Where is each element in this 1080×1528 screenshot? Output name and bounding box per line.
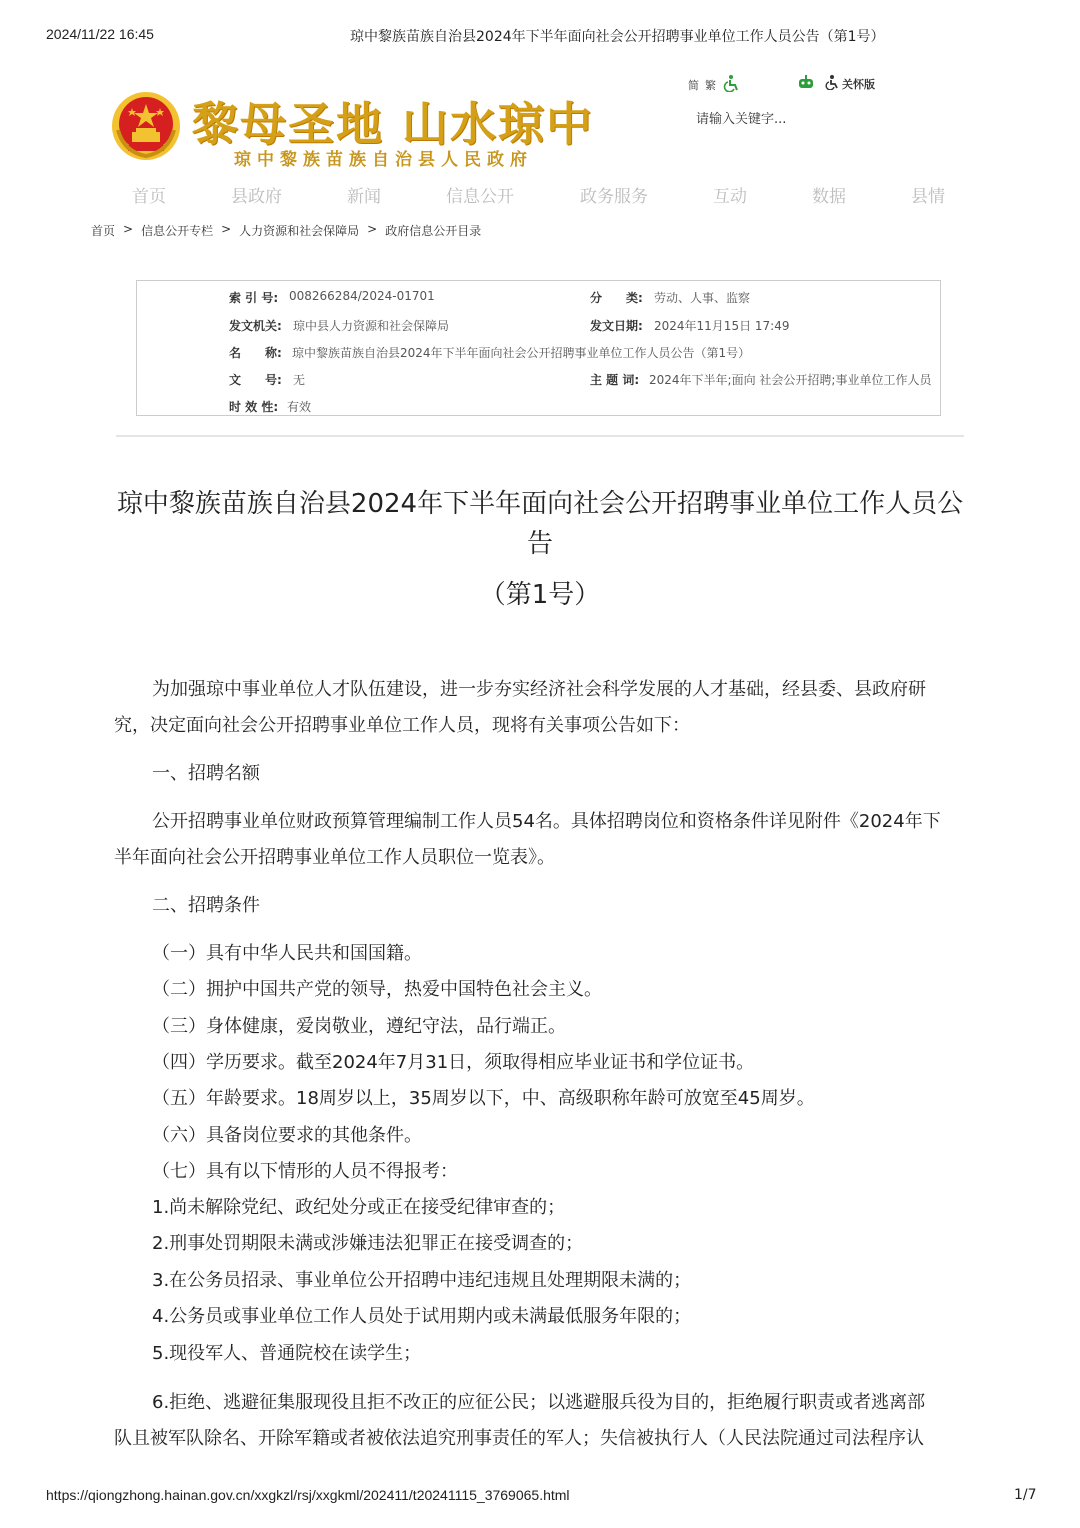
- search-input[interactable]: 请输入关键字...: [696, 112, 787, 127]
- keywords-value: 2024年下半年;面向 社会公开招聘;事业单位工作人员: [649, 373, 932, 387]
- validity-value: 有效: [287, 400, 312, 414]
- nav-item-news[interactable]: 新闻: [347, 187, 381, 207]
- index-label: 索 引 号:: [229, 291, 279, 305]
- breadcrumb-separator: >: [123, 222, 134, 236]
- article-subtitle: （第1号）: [479, 580, 601, 610]
- exclusion-item: 1.尚未解除党纪、政纪处分或正在接受纪律审查的；: [152, 1197, 566, 1218]
- nav-item-info-disclosure[interactable]: 信息公开: [446, 187, 514, 207]
- condition-item: （三）身体健康，爱岗敬业，遵纪守法，品行端正。: [152, 1016, 566, 1037]
- index-value: 008266284/2024-01701: [289, 289, 435, 303]
- exclusion-item: 2.刑事处罚期限未满或涉嫌违法犯罪正在接受调查的；: [152, 1233, 584, 1254]
- date-value: 2024年11月15日 17:49: [654, 319, 790, 333]
- section-heading: 一、招聘名额: [152, 763, 260, 784]
- article-title-line: 琼中黎族苗族自治县2024年下半年面向社会公开招聘事业单位工作人员公: [116, 489, 964, 519]
- intro-paragraph-line: 究，决定面向社会公开招聘事业单位工作人员，现将有关事项公告如下：: [114, 715, 690, 736]
- print-page-title: 琼中黎族苗族自治县2024年下半年面向社会公开招聘事业单位工作人员公告（第1号）: [350, 29, 885, 45]
- name-value: 琼中黎族苗族自治县2024年下半年面向社会公开招聘事业单位工作人员公告（第1号）: [292, 346, 751, 360]
- nav-item-data[interactable]: 数据: [812, 187, 846, 207]
- condition-item: （一）具有中华人民共和国国籍。: [152, 943, 422, 964]
- condition-item: （七）具有以下情形的人员不得报考：: [152, 1161, 458, 1182]
- section-paragraph-line: 公开招聘事业单位财政预算管理编制工作人员54名。具体招聘岗位和资格条件详见附件《2024年下: [152, 811, 941, 832]
- nav-item-county-gov[interactable]: 县政府: [231, 187, 282, 207]
- site-slogan: 黎母圣地 山水琼中: [192, 97, 595, 151]
- issuer-label: 发文机关:: [229, 319, 282, 333]
- date-label: 发文日期:: [590, 319, 643, 333]
- condition-item: （五）年龄要求。18周岁以上，35周岁以下，中、高级职称年龄可放宽至45周岁。: [152, 1088, 815, 1109]
- article-title-line: 告: [526, 529, 553, 559]
- exclusion-item-line: 队且被军队除名、开除军籍或者被依法追究刑事责任的军人；失信被执行人（人民法院通过司法程序认: [114, 1428, 924, 1449]
- validity-label: 时 效 性:: [229, 400, 279, 414]
- condition-item: （二）拥护中国共产党的领导，热爱中国特色社会主义。: [152, 979, 602, 1000]
- condition-item: （四）学历要求。截至2024年7月31日，须取得相应毕业证书和学位证书。: [152, 1052, 755, 1073]
- print-datetime: 2024/11/22 16:45: [46, 26, 154, 42]
- issuer-value: 琼中县人力资源和社会保障局: [293, 319, 450, 333]
- condition-item: （六）具备岗位要求的其他条件。: [152, 1125, 422, 1146]
- docno-label: 文 号:: [229, 373, 282, 387]
- breadcrumb: [91, 222, 481, 239]
- nav-item-gov-services[interactable]: 政务服务: [580, 187, 648, 207]
- accessibility-tools: [796, 74, 875, 93]
- exclusion-item: 4.公务员或事业单位工作人员处于试用期内或未满最低服务年限的；: [152, 1306, 692, 1327]
- category-value: 劳动、人事、监察: [654, 291, 751, 305]
- main-nav: [0, 182, 1080, 206]
- language-tools: [688, 74, 740, 95]
- nav-item-county-info[interactable]: 县情: [911, 187, 945, 207]
- breadcrumb-info-column[interactable]: 信息公开专栏: [141, 224, 214, 238]
- care-mode-icon: [824, 74, 840, 93]
- breadcrumb-home[interactable]: 首页: [91, 224, 116, 238]
- exclusion-item-line: 6.拒绝、逃避征集服现役且拒不改正的应征公民；以逃避服兵役为目的，拒绝履行职责或者逃离部: [152, 1392, 926, 1413]
- site-gov-name: 琼中黎族苗族自治县人民政府: [234, 150, 533, 170]
- simplified-chinese-link[interactable]: 简: [688, 78, 699, 92]
- care-mode-button[interactable]: [824, 74, 875, 93]
- section-paragraph-line: 半年面向社会公开招聘事业单位工作人员职位一览表》。: [114, 847, 555, 868]
- document-metadata-box: [136, 280, 941, 416]
- section-heading: 二、招聘条件: [152, 895, 260, 916]
- print-page-number: 1/7: [1014, 1487, 1037, 1503]
- header-divider: [116, 435, 964, 437]
- intro-paragraph-line: 为加强琼中事业单位人才队伍建设，进一步夯实经济社会科学发展的人才基础，经县委、县政府研: [152, 679, 926, 700]
- robot-assistant-icon[interactable]: [796, 75, 816, 92]
- traditional-chinese-link[interactable]: 繁: [705, 78, 716, 92]
- breadcrumb-hr-bureau[interactable]: 人力资源和社会保障局: [239, 224, 360, 238]
- exclusion-item: 3.在公务员招录、事业单位公开招聘中违纪违规且处理期限未满的；: [152, 1270, 692, 1291]
- wheelchair-accessibility-icon[interactable]: [722, 74, 740, 95]
- nav-item-interaction[interactable]: 互动: [713, 187, 747, 207]
- article-title: [110, 484, 970, 564]
- docno-value: 无: [293, 373, 306, 387]
- print-footer-url: https://qiongzhong.hainan.gov.cn/xxgkzl/rsj/xxgkml/202411/t20241115_3769065.html: [46, 1487, 570, 1503]
- care-mode-label: 关怀版: [842, 77, 875, 91]
- exclusion-item: 5.现役军人、普通院校在读学生；: [152, 1343, 422, 1364]
- breadcrumb-separator: >: [367, 222, 378, 236]
- category-label: 分 类:: [590, 291, 643, 305]
- national-emblem-icon[interactable]: [110, 90, 182, 162]
- breadcrumb-catalog[interactable]: 政府信息公开目录: [385, 224, 482, 238]
- name-label: 名 称:: [229, 346, 282, 360]
- keywords-label: 主 题 词:: [590, 373, 640, 387]
- nav-item-home[interactable]: 首页: [132, 187, 166, 207]
- breadcrumb-separator: >: [221, 222, 232, 236]
